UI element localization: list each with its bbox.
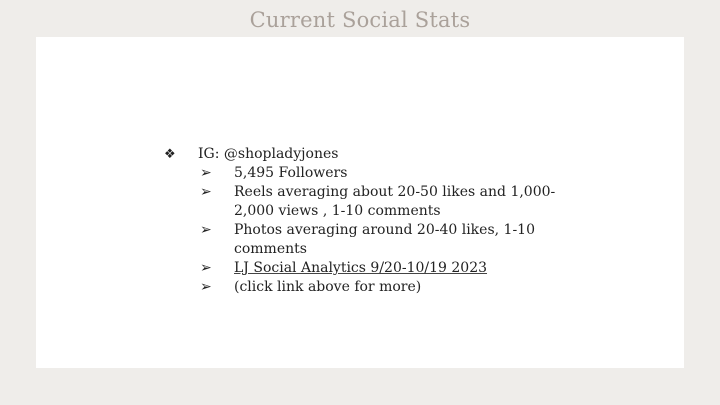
click-note-item [164, 278, 569, 297]
diamond-bullet-icon: ❖ [164, 147, 176, 162]
analytics-link-item [164, 259, 569, 278]
content-panel [36, 37, 684, 368]
followers-item [164, 164, 569, 183]
photos-stats-item [164, 221, 569, 259]
arrow-bullet-icon: ➢ [200, 222, 212, 238]
stats-bullet-list [164, 145, 584, 297]
reels-stats-text: Reels averaging about 20-50 likes and 1,000-2,000 views , 1-10 comments [234, 184, 556, 219]
instagram-handle-text: IG: @shopladyjones [198, 146, 339, 162]
analytics-link[interactable]: LJ Social Analytics 9/20-10/19 2023 [234, 260, 488, 276]
click-note-text: (click link above for more) [234, 279, 422, 295]
followers-text: 5,495 Followers [234, 165, 348, 181]
photos-stats-text: Photos averaging around 20-40 likes, 1-10 comments [234, 222, 535, 257]
arrow-bullet-icon: ➢ [200, 279, 212, 295]
instagram-handle-item [164, 145, 584, 297]
arrow-bullet-icon: ➢ [200, 184, 212, 200]
arrow-bullet-icon: ➢ [200, 260, 212, 276]
slide-title: Current Social Stats [249, 8, 471, 32]
instagram-stats-sublist [198, 164, 584, 297]
arrow-bullet-icon: ➢ [200, 165, 212, 181]
reels-stats-item [164, 183, 569, 221]
